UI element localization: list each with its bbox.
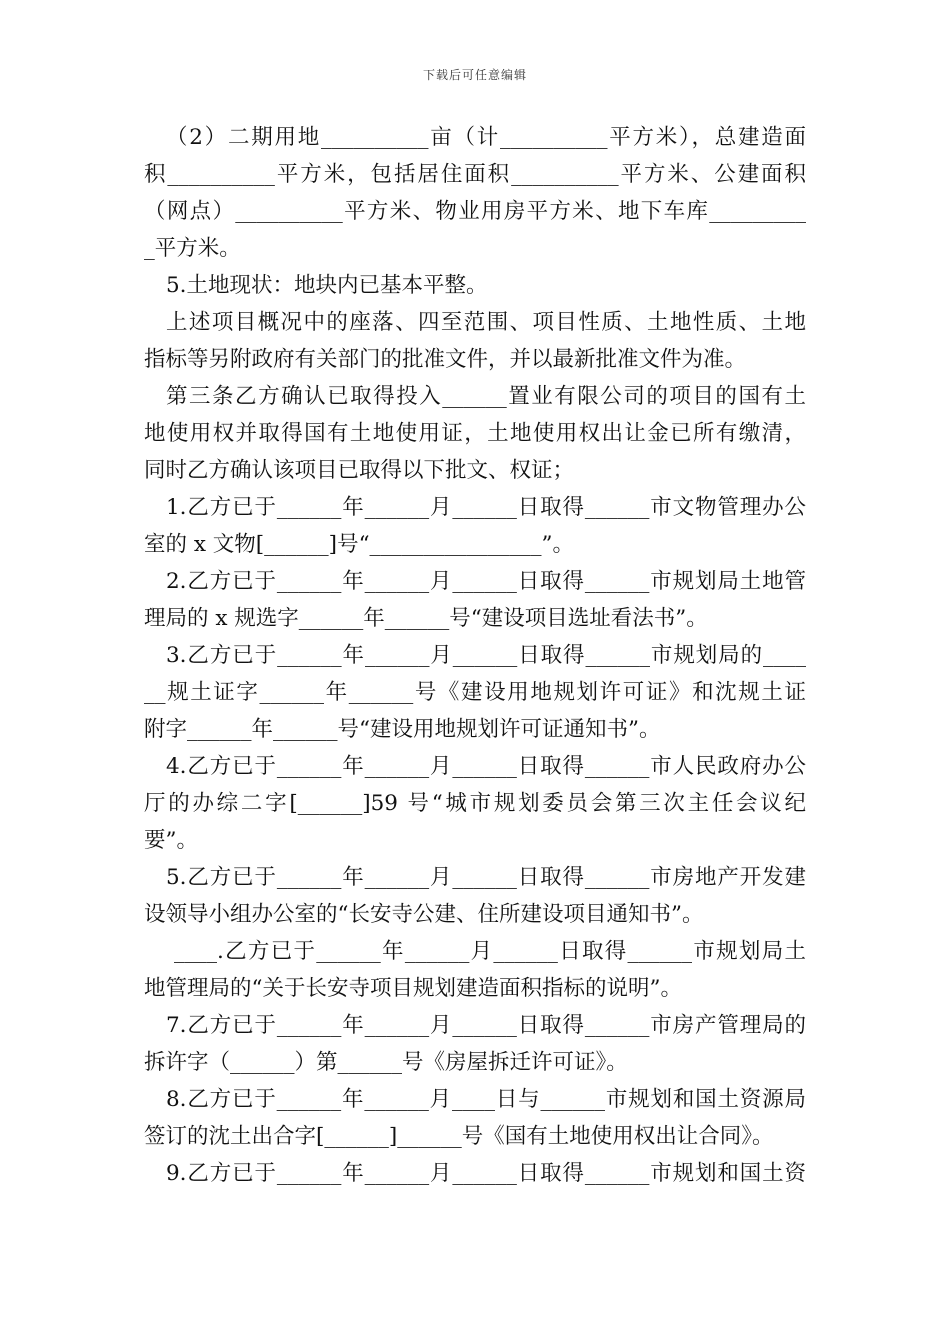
text-line: 9.乙方已于______年______月______日取得______市规划和国土资 — [166, 1161, 806, 1186]
text-line: 5.土地现状：地块内已基本平整。 — [166, 273, 488, 298]
text-line: 地管理局的“关于长安寺项目规划建造面积指标的说明”。 — [144, 976, 682, 1001]
text-line: 同时乙方确认该项目已取得以下批文、权证； — [144, 458, 575, 483]
text-line: 3.乙方已于______年______月______日取得______市规划局的____ — [166, 643, 806, 668]
text-line: 签订的沈土出合字[______]______号《国有土地使用权出让合同》。 — [144, 1124, 774, 1149]
text-line: （网点）__________平方米、物业用房平方米、地下车库_________ — [144, 199, 806, 224]
text-line: 第三条乙方确认已取得投入______置业有限公司的项目的国有土 — [166, 384, 806, 409]
text-line: 8.乙方已于______年______月____日与______市规划和国土资源局 — [166, 1087, 806, 1112]
text-line: 附字______年______号“建设用地规划许可证通知书”。 — [144, 717, 661, 742]
text-line: 设领导小组办公室的“长安寺公建、住所建设项目通知书”。 — [144, 902, 704, 927]
text-line: 4.乙方已于______年______月______日取得______市人民政府办公 — [166, 754, 806, 779]
text-line: 2.乙方已于______年______月______日取得______市规划局土地管 — [166, 569, 806, 594]
text-line: _平方米。 — [144, 236, 241, 261]
text-line: （2）二期用地__________亩（计__________平方米），总建造面 — [166, 125, 806, 150]
text-line: __规土证字______年______号《建设用地规划许可证》和沈规土证 — [144, 680, 806, 705]
text-line: 地使用权并取得国有土地使用证，土地使用权出让金已所有缴清， — [144, 421, 806, 446]
text-line: 上述项目概况中的座落、四至范围、项目性质、土地性质、土地 — [166, 310, 806, 335]
text-line: 5.乙方已于______年______月______日取得______市房地产开发建 — [166, 865, 806, 890]
text-line: 室的 x 文物[______]号“________________”。 — [144, 532, 575, 557]
text-line: 指标等另附政府有关部门的批准文件，并以最新批准文件为准。 — [144, 347, 747, 372]
text-line: 1.乙方已于______年______月______日取得______市文物管理办公 — [166, 495, 806, 520]
text-line: 厅的办综二字[______]59 号“城市规划委员会第三次主任会议纪 — [144, 791, 806, 816]
text-line: 积__________平方米，包括居住面积__________平方米、公建面积 — [144, 162, 806, 187]
page-header: 下载后可任意编辑 — [422, 68, 527, 82]
document-body — [144, 119, 806, 1192]
text-line: 理局的 x 规选字______年______号“建设项目选址看法书”。 — [144, 606, 708, 631]
text-line: 7.乙方已于______年______月______日取得______市房产管理局的 — [166, 1013, 806, 1038]
text-line: 拆许字（______）第______号《房屋拆迁许可证》。 — [144, 1050, 628, 1075]
text-line: 要”。 — [144, 828, 198, 853]
text-line: ____.乙方已于______年______月______日取得______市规划局土 — [174, 939, 806, 964]
